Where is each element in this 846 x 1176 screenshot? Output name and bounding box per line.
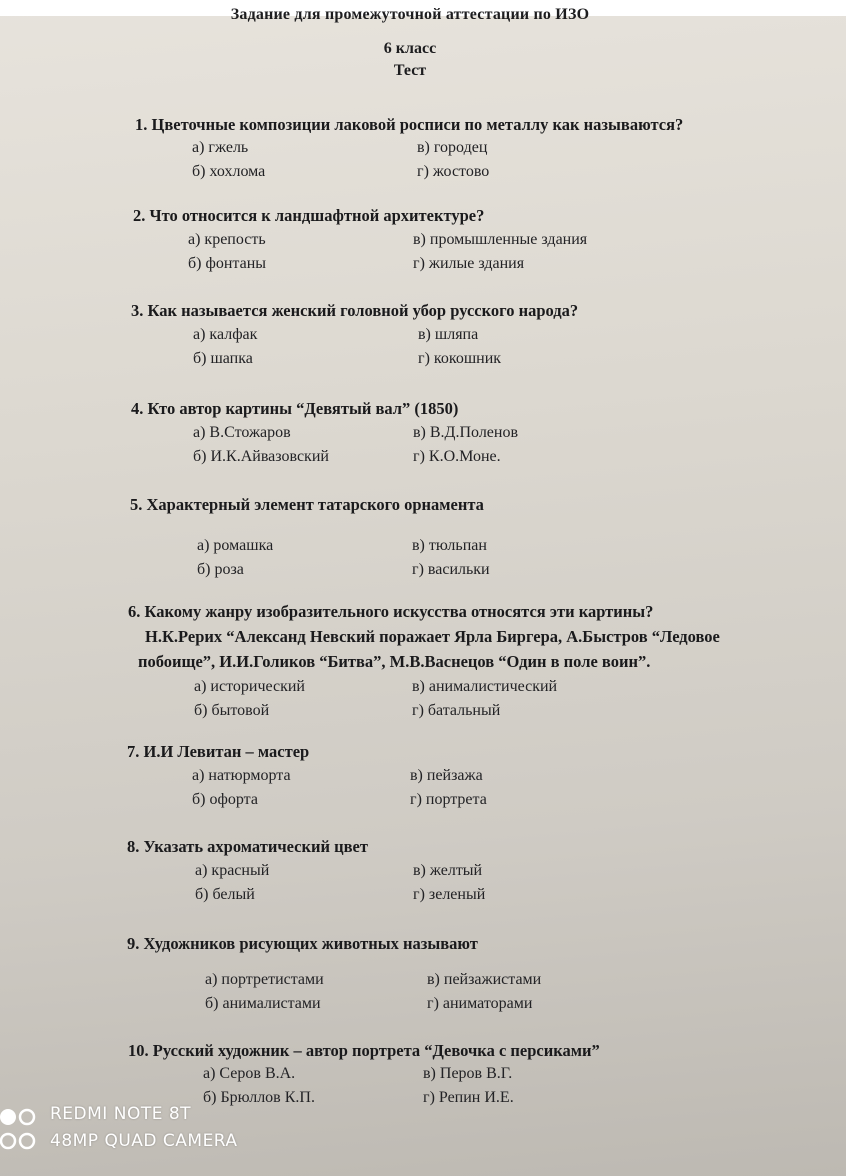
question-2-options — [188, 229, 643, 274]
watermark-device: REDMI NOTE 8T — [50, 1104, 192, 1124]
option-v: в) тюльпан — [412, 537, 487, 554]
option-b: б) фонтаны — [188, 255, 266, 272]
page-title: Задание для промежуточной аттестации по ИЗО — [230, 6, 590, 23]
question-6 — [128, 600, 720, 721]
question-4-text: 4. Кто автор картины “Девятый вал” (1850) — [131, 399, 459, 418]
option-g: г) васильки — [412, 561, 490, 578]
option-a: а) Серов В.А. — [203, 1065, 296, 1082]
option-v: в) промышленные здания — [413, 231, 588, 248]
question-9-text: 9. Художников рисующих животных называют — [127, 934, 478, 953]
question-6-options — [194, 676, 720, 721]
option-v: в) шляпа — [418, 326, 479, 343]
option-b: б) анималистами — [205, 995, 321, 1012]
option-g: г) портрета — [410, 791, 487, 808]
option-a: а) В.Стожаров — [193, 424, 291, 441]
option-b: б) хохлома — [192, 163, 266, 180]
option-v: в) пейзажистами — [427, 971, 542, 988]
question-1 — [135, 114, 683, 182]
question-7-options — [192, 765, 640, 810]
option-a: а) исторический — [194, 678, 305, 695]
question-6-line-3: побоище”, И.И.Голиков “Битва”, М.В.Васнецов “Один в поле воин”. — [138, 652, 651, 671]
option-v: в) желтый — [413, 862, 483, 879]
option-g: г) зеленый — [413, 886, 486, 903]
question-8-text: 8. Указать ахроматический цвет — [127, 837, 368, 856]
question-4-options — [193, 422, 643, 467]
option-g: г) батальный — [412, 702, 501, 719]
question-6-line-1: 6. Какому жанру изобразительного искусства относятся эти картины? — [128, 602, 654, 621]
question-6-line-2: Н.К.Рерих “Александ Невский поражает Ярла Биргера, А.Быстров “Ледовое — [145, 627, 720, 646]
option-b: б) бытовой — [194, 702, 270, 719]
question-5-options — [197, 535, 642, 580]
option-b: б) шапка — [193, 350, 253, 367]
option-g: г) Репин И.Е. — [423, 1089, 514, 1106]
option-a: а) гжель — [192, 139, 249, 156]
option-a: а) крепость — [188, 231, 266, 248]
question-3-text: 3. Как называется женский головной убор русского народа? — [131, 301, 579, 320]
option-b: б) белый — [195, 886, 255, 903]
option-g: г) аниматорами — [427, 995, 533, 1012]
question-10 — [128, 1040, 653, 1108]
question-3 — [131, 300, 648, 369]
question-7 — [127, 741, 640, 810]
question-8-options — [195, 860, 643, 905]
camera-watermark — [0, 1100, 300, 1160]
question-3-options — [193, 324, 648, 369]
option-v: в) анималистический — [412, 678, 558, 695]
question-8 — [127, 836, 643, 905]
option-a: а) ромашка — [197, 537, 274, 554]
option-v: в) Перов В.Г. — [423, 1065, 513, 1082]
question-9 — [127, 933, 657, 1014]
option-a: а) красный — [195, 862, 270, 879]
question-5-text: 5. Характерный элемент татарского орнамента — [130, 495, 484, 514]
option-a: а) портретистами — [205, 971, 324, 988]
option-g: г) кокошник — [418, 350, 502, 367]
question-10-text: 10. Русский художник – автор портрета “Девочка с персиками” — [128, 1041, 600, 1060]
option-b: б) И.К.Айвазовский — [193, 448, 329, 465]
option-b: б) офорта — [192, 791, 258, 808]
question-9-options — [205, 969, 657, 1014]
question-4 — [131, 398, 643, 467]
question-1-options — [192, 137, 683, 182]
question-1-text: 1. Цветочные композиции лаковой росписи по металлу как называются? — [135, 115, 684, 134]
camera-lens-icon — [0, 1104, 40, 1154]
option-v: в) В.Д.Поленов — [413, 424, 519, 441]
question-7-text: 7. И.И Левитан – мастер — [127, 742, 310, 761]
question-2 — [133, 205, 643, 274]
question-2-text: 2. Что относится к ландшафтной архитектуре? — [133, 206, 485, 225]
option-a: а) калфак — [193, 326, 258, 343]
option-b: б) Брюллов К.П. — [203, 1089, 315, 1106]
question-5 — [130, 494, 642, 580]
option-v: в) пейзажа — [410, 767, 483, 784]
test-label: Тест — [393, 62, 427, 79]
option-g: г) жостово — [417, 163, 490, 180]
grade-label: 6 класс — [383, 40, 437, 57]
option-g: г) К.О.Моне. — [413, 448, 501, 465]
option-v: в) городец — [417, 139, 488, 156]
option-a: а) натюрморта — [192, 767, 291, 784]
watermark-camera: 48MP QUAD CAMERA — [50, 1131, 238, 1151]
option-g: г) жилые здания — [413, 255, 525, 272]
option-b: б) роза — [197, 561, 244, 578]
